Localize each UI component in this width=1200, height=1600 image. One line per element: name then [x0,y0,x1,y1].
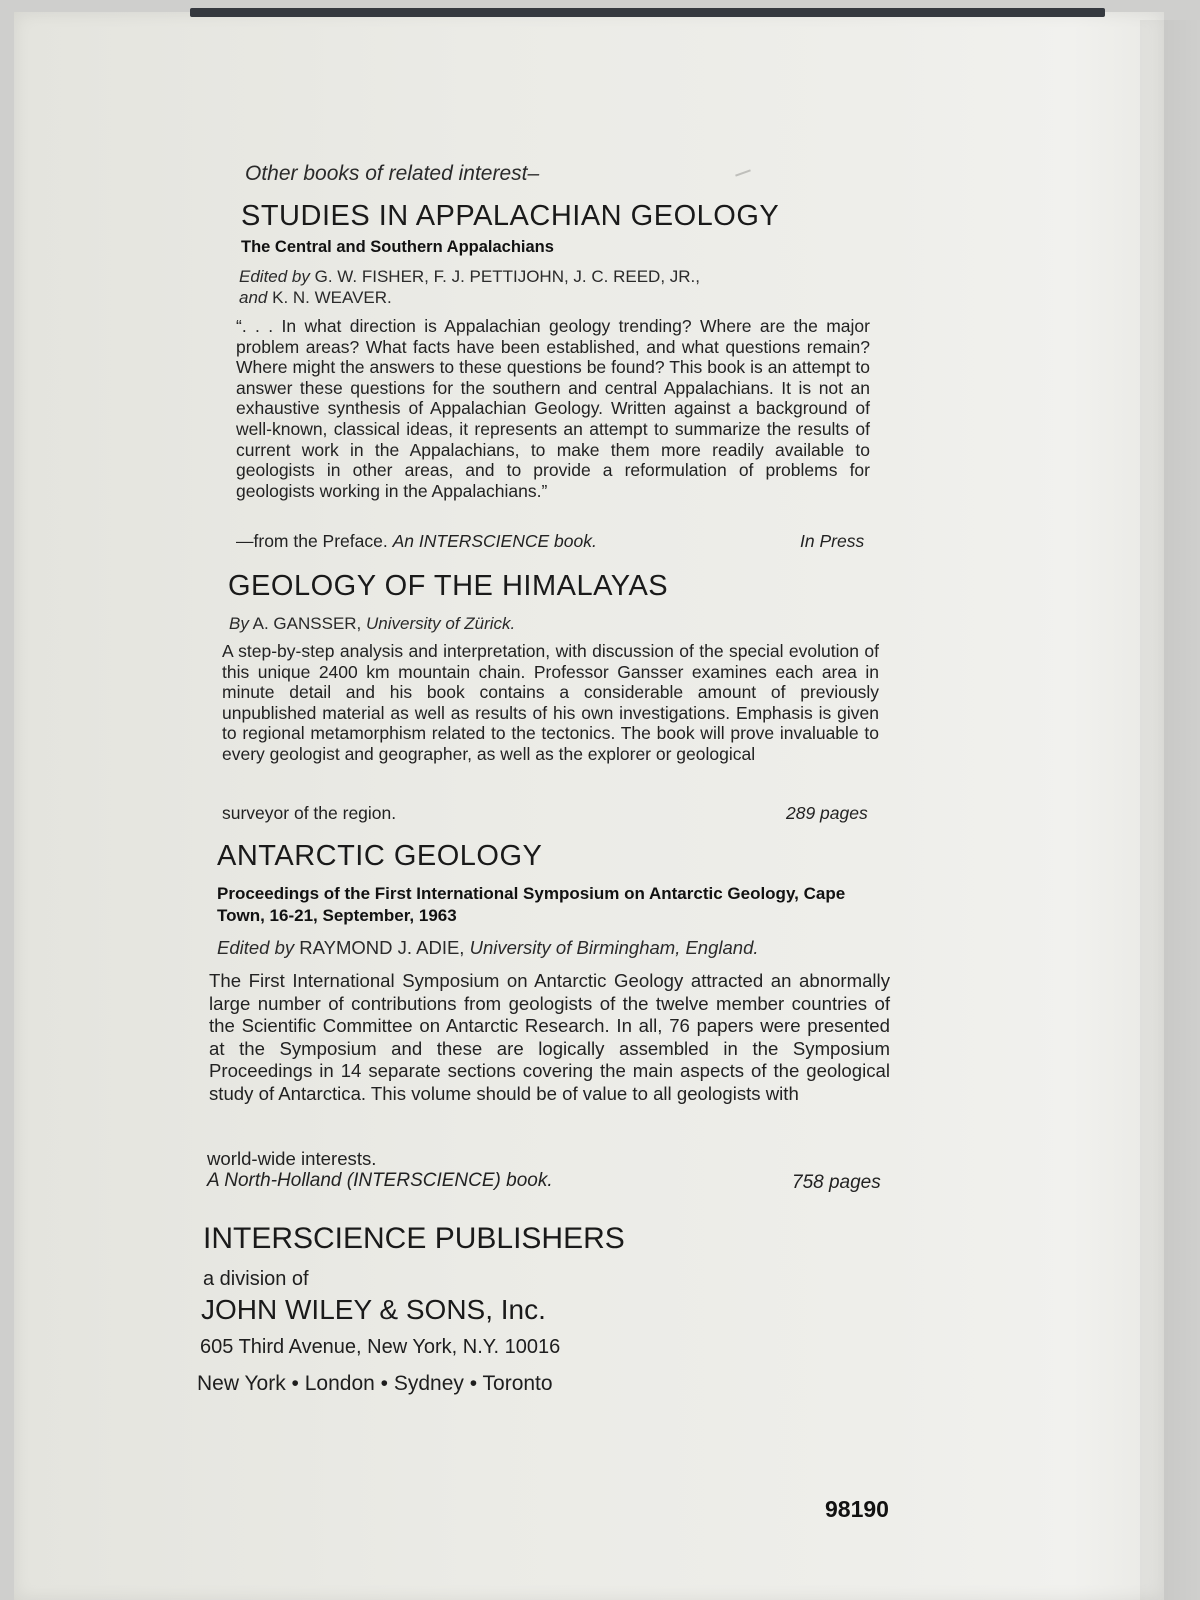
catalog-number: 98190 [825,1496,889,1522]
publisher-parent: JOHN WILEY & SONS, Inc. [201,1294,546,1325]
book2-affiliation: University of Zürick. [366,614,516,633]
book1-subtitle: The Central and Southern Appalachians [241,238,554,256]
book3-editor: RAYMOND J. ADIE, [299,937,465,958]
book3-description-end: world-wide interests. [207,1148,377,1169]
book1-editors [239,266,839,308]
publisher-cities: New York • London • Sydney • Toronto [197,1372,553,1395]
book1-status: In Press [800,531,865,551]
book3-subtitle: Proceedings of the First International Symposium on Antarctic Geology, Cape Town, 16-21, September, 1963 [217,884,846,925]
book1-imprint: An INTERSCIENCE book. [392,531,597,551]
book1-editors-line2: K. N. WEAVER. [272,288,392,307]
book1-source-line [236,531,597,552]
book3-editors [217,937,759,959]
publisher-address: 605 Third Avenue, New York, N.Y. 10016 [200,1336,561,1358]
book1-description: “. . . In what direction is Appalachian geology trending? Where are the major problem areas? What facts have been established, and what questions remain? Where might the answers to these questions be found? This book is an attempt to answer these questions for the southern and central Appalachians. It is not an exhaustive synthesis of Appalachian Geology. Written against a background of well-known, classical ideas, it represents an attempt to summarize the results of current work in the Appalachians, to make them more readily available to geologists in other areas, and to provide a reformulation of problems for geologists working in the Appalachians.” [236,316,870,501]
book3-imprint: A North-Holland (INTERSCIENCE) book. [207,1170,553,1191]
book1-editors-prefix: Edited by [239,267,310,286]
book3-pages: 758 pages [792,1172,881,1193]
book3-title: ANTARCTIC GEOLOGY [217,840,543,872]
book1-editors-and: and [239,288,268,307]
intro-line: Other books of related interest– [245,162,540,185]
book2-description: A step-by-step analysis and interpretation, with discussion of the special evolution of this unique 2400 km mountain chain. Professor Gansser examines each area in minute detail and his book contains a considerable amount of previously unpublished material as well as results of his own investigations. Emphasis is given to regional metamorphism related to the tectonics. The book will prove invaluable to every geologist and geographer, as well as the explorer or geological [222,641,879,764]
book2-title: GEOLOGY OF THE HIMALAYAS [228,570,669,602]
book3-description: The First International Symposium on Antarctic Geology attracted an abnormally large number of contributions from geologists of the twelve member countries of the Scientific Committee on Antarctic Research. In all, 76 papers were presented at the Symposium and these are logically assembled in the Symposium Proceedings in 14 separate sections covering the main aspects of the geological study of Antarctica. This volume should be of value to all geologists with [209,970,890,1104]
book3-editors-prefix: Edited by [217,937,295,958]
book2-author: A. GANSSER, [252,614,362,633]
book3-affiliation: University of Birmingham, England. [469,937,759,958]
book1-source: —from the Preface. [236,531,388,551]
book1-editors-line1: G. W. FISHER, F. J. PETTIJOHN, J. C. REED, JR., [314,267,700,286]
book2-author-prefix: By [229,614,249,633]
book1-title: STUDIES IN APPALACHIAN GEOLOGY [241,200,780,232]
publisher-name: INTERSCIENCE PUBLISHERS [203,1222,625,1255]
publisher-division: a division of [203,1268,309,1290]
book2-pages: 289 pages [786,803,868,823]
book2-author-line [229,614,515,634]
book2-description-end: surveyor of the region. [222,803,397,823]
